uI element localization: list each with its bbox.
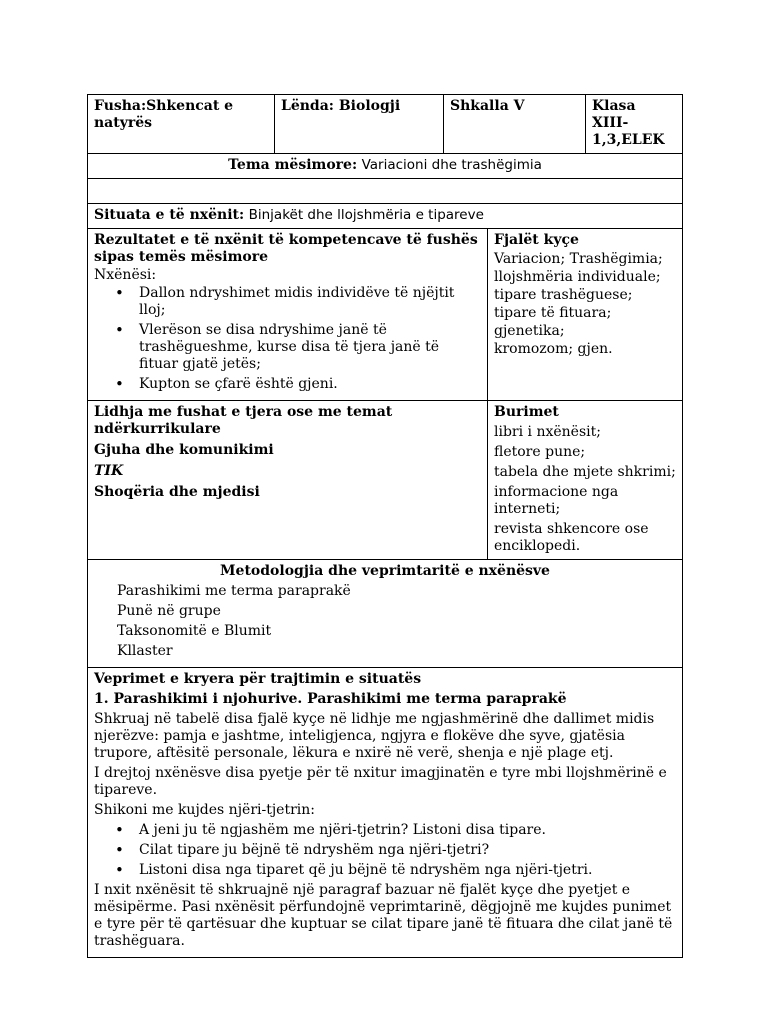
list-item: • Dallon ndryshimet midis individëve të njëjtit lloj; bbox=[139, 285, 481, 319]
situata-label: Situata e të nxënit: bbox=[94, 207, 245, 223]
tema-value: Variacioni dhe trashëgimia bbox=[361, 157, 542, 173]
list-item: gjenetika; bbox=[494, 323, 565, 339]
list-item: • Kupton se çfarë është gjeni. bbox=[139, 376, 481, 393]
fusha-label: Fusha:Shkencat e natyrës bbox=[94, 98, 234, 131]
rezultatet-list bbox=[94, 285, 481, 393]
shkalla-cell bbox=[444, 95, 586, 154]
klasa-label: Klasa XIII-1,3,ELEK bbox=[592, 98, 665, 148]
fusha-cell bbox=[88, 95, 275, 154]
shkalla-label: Shkalla V bbox=[450, 98, 525, 114]
list-item: revista shkencore ose enciklopedi. bbox=[494, 521, 649, 554]
situata-row bbox=[88, 204, 683, 229]
list-item: TIK bbox=[94, 463, 124, 479]
tema-label: Tema mësimore: bbox=[228, 157, 358, 173]
list-item: informacione nga interneti; bbox=[494, 484, 619, 517]
veprimet-paragraph: I drejtoj nxënësve disa pyetje për të nxitur imagjinatën e tyre mbi llojshmërinë e tipareve. bbox=[94, 765, 667, 798]
burimet-cell bbox=[488, 401, 683, 560]
list-item: Punë në grupe bbox=[117, 603, 221, 619]
veprimet-paragraph: Shkruaj në tabelë disa fjalë kyçe në lidhje me ngjashmërinë dhe dallimet midis njerëzve: pamja e jashtme, inteligjenca, ngjyra e flokëve dhe syve, gjatësia trupore, aftësitë personale, lëkura e nxirë në verë, shenja e një plage etj. bbox=[94, 711, 655, 761]
lidhja-cell bbox=[88, 401, 488, 560]
lidhja-title: Lidhja me fushat e tjera ose me temat ndërkurrikulare bbox=[94, 404, 393, 437]
list-item: • Listoni disa nga tiparet që ju bëjnë të ndryshëm nga njëri-tjetri. bbox=[139, 862, 676, 879]
list-item: Shoqëria dhe mjedisi bbox=[94, 484, 260, 500]
list-item: • Vlerëson se disa ndryshime janë të trashëgueshme, kurse disa të tjera janë të fituar gjatë jetës; bbox=[139, 322, 481, 373]
list-item: Taksonomitë e Blumit bbox=[117, 623, 272, 639]
header-table bbox=[87, 94, 683, 154]
metodologjia-cell bbox=[88, 560, 683, 668]
veprimet-paragraph: I nxit nxënësit të shkruajnë një paragraf bazuar në fjalët kyçe dhe pyetjet e mësipërme. Pasi nxënësit përfundojnë veprimtarinë, dëgjojnë me kujdes punimet e tyre për të qartësuar dhe kuptuar se cilat tipare janë të fituara dhe cilat janë të trashëguara. bbox=[94, 882, 673, 949]
list-item: Parashikimi me terma paraprakë bbox=[117, 583, 351, 599]
rezultatet-title: Rezultatet e të nxënit të kompetencave të fushës sipas temës mësimore bbox=[94, 232, 478, 265]
list-item: tabela dhe mjete shkrimi; bbox=[494, 464, 676, 480]
list-item: tipare trashëguese; bbox=[494, 287, 633, 303]
rezultatet-cell bbox=[88, 229, 488, 401]
klasa-cell bbox=[586, 95, 683, 154]
tema-row bbox=[88, 154, 683, 179]
list-item: tipare të fituara; bbox=[494, 305, 612, 321]
list-item: libri i nxënësit; bbox=[494, 424, 601, 440]
questions-list bbox=[94, 822, 676, 879]
lesson-plan-document bbox=[87, 94, 682, 949]
list-item: • A jeni ju të ngjashëm me njëri-tjetrin? Listoni disa tipare. bbox=[139, 822, 676, 839]
situata-value: Binjakët dhe llojshmëria e tipareve bbox=[248, 207, 484, 223]
lenda-cell bbox=[275, 95, 444, 154]
list-item: Gjuha dhe komunikimi bbox=[94, 442, 274, 458]
step1-heading: 1. Parashikimi i njohurive. Parashikimi me terma paraprakë bbox=[94, 691, 567, 707]
veprimet-cell bbox=[88, 668, 683, 958]
empty-row bbox=[88, 179, 683, 204]
list-item: kromozom; gjen. bbox=[494, 341, 613, 357]
veprimet-paragraph: Shikoni me kujdes njëri-tjetrin: bbox=[94, 802, 315, 818]
body-table bbox=[87, 153, 683, 958]
metodologjia-title: Metodologjia dhe veprimtaritë e nxënësve bbox=[220, 563, 550, 579]
fjalet-cell bbox=[488, 229, 683, 401]
rezultatet-intro: Nxënësi: bbox=[94, 267, 157, 283]
list-item: • Cilat tipare ju bëjnë të ndryshëm nga njëri-tjetri? bbox=[139, 842, 676, 859]
list-item: fletore pune; bbox=[494, 444, 586, 460]
lenda-label: Lënda: Biologji bbox=[281, 98, 401, 114]
burimet-title: Burimet bbox=[494, 404, 559, 420]
list-item: Variacion; Trashëgimia; bbox=[494, 251, 663, 267]
list-item: llojshmëria individuale; bbox=[494, 269, 661, 285]
list-item: Kllaster bbox=[117, 643, 173, 659]
fjalet-title: Fjalët kyçe bbox=[494, 232, 579, 248]
veprimet-title: Veprimet e kryera për trajtimin e situatës bbox=[94, 671, 422, 687]
